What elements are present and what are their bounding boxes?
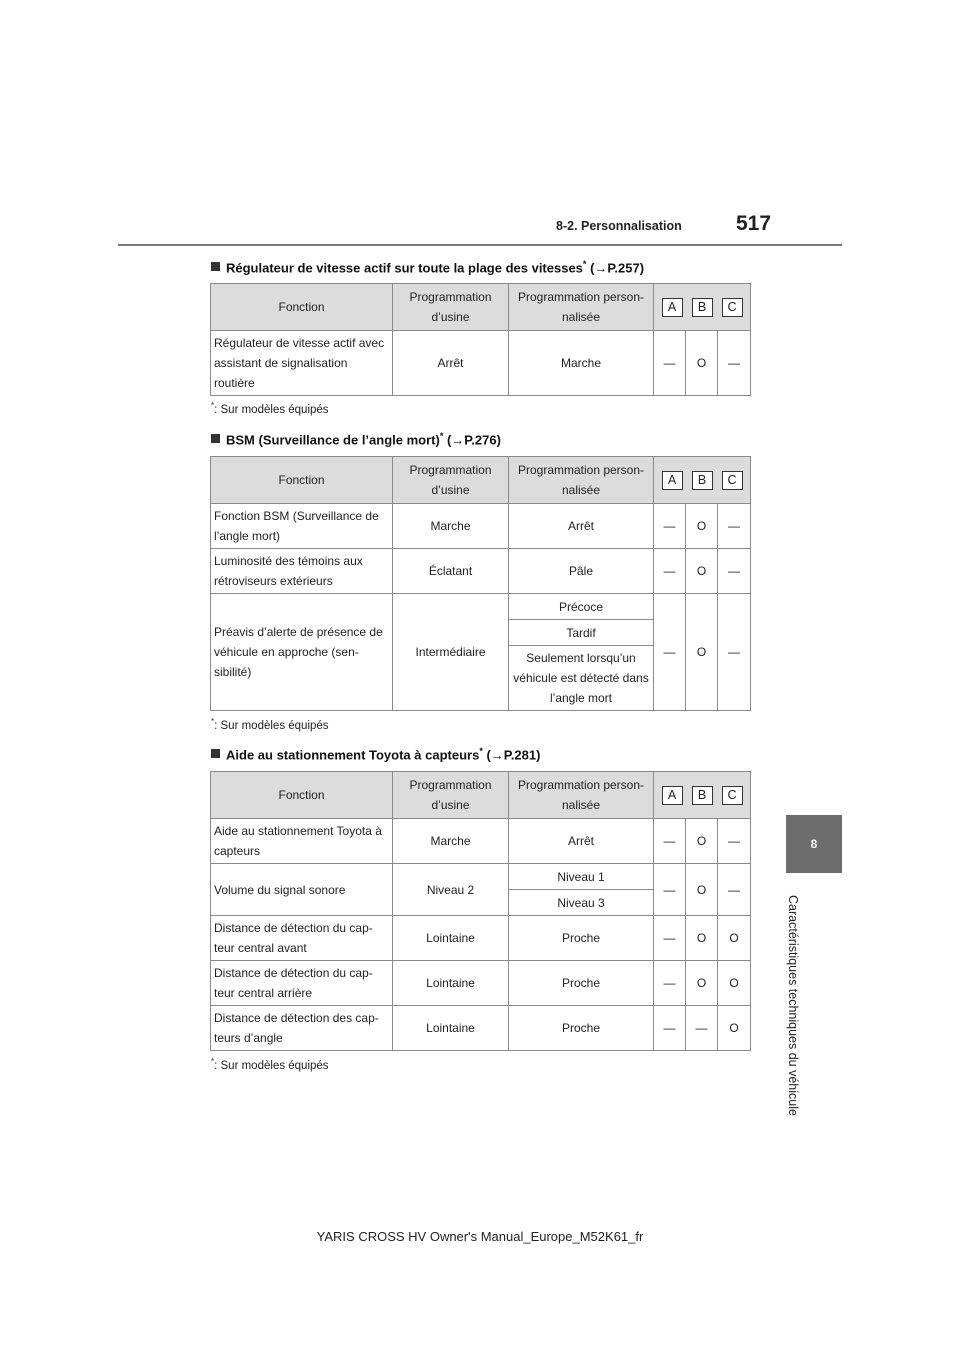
page-reference-link[interactable]: (→P.257): [590, 260, 645, 276]
column-a-label: A: [662, 298, 683, 317]
section-header: 8-2. Personnalisation: [556, 219, 682, 233]
table-row: Tardif: [211, 620, 751, 646]
col-perso: Programmation person-nalisée: [509, 284, 654, 331]
page-number: 517: [736, 212, 772, 235]
table-row: Régulateur de vitesse actif avec assistant de signalisation routière Arrêt Marche — O —: [211, 331, 751, 396]
table-row: Aide au stationnement Toyota à capteurs Marche Arrêt — O —: [211, 819, 751, 864]
table-row: Volume du signal sonore Niveau 2 Niveau 1 — O —: [211, 864, 751, 890]
col-perso: Programmation person-nalisée: [509, 457, 654, 504]
table-row: Préavis d’alerte de présence de véhicule en approche (sen-sibilité) Intermédiaire Précoce — O —: [211, 594, 751, 620]
col-usine: Programmation d’usine: [393, 284, 509, 331]
settings-table-acc: [210, 283, 751, 396]
col-usine: Programmation d’usine: [393, 457, 509, 504]
col-fonction: Fonction: [211, 457, 393, 504]
col-usine: Programmation d’usine: [393, 772, 509, 819]
table-row: Distance de détection des cap-teurs d’angle Lointaine Proche — — O: [211, 1006, 751, 1051]
column-b-label: B: [692, 298, 713, 317]
col-fonction: Fonction: [211, 284, 393, 331]
section-heading-parking: Aide au stationnement Toyota à capteurs* (→P.281): [211, 746, 540, 762]
page-reference-link[interactable]: (→P.276): [446, 432, 501, 448]
col-abc: [654, 284, 751, 331]
table-row: Distance de détection du cap-teur central arrière Lointaine Proche — O O: [211, 961, 751, 1006]
column-b-label: B: [692, 786, 713, 805]
settings-table-bsm: [210, 456, 751, 711]
column-a-label: A: [662, 471, 683, 490]
footnote: *: Sur modèles équipés: [211, 717, 329, 732]
column-a-label: A: [662, 786, 683, 805]
col-perso: Programmation person-nalisée: [509, 772, 654, 819]
footnote: *: Sur modèles équipés: [211, 1057, 329, 1072]
table-row: Fonction BSM (Surveillance de l’angle mort) Marche Arrêt — O —: [211, 504, 751, 549]
column-c-label: C: [722, 298, 743, 317]
section-heading-acc: Régulateur de vitesse actif sur toute la plage des vitesses* (→P.257): [211, 259, 644, 275]
column-c-label: C: [722, 471, 743, 490]
square-bullet-icon: [211, 262, 220, 271]
header-rule: [118, 244, 842, 246]
settings-table-parking: [210, 771, 751, 1051]
column-c-label: C: [722, 786, 743, 805]
page-reference-link[interactable]: (→P.281): [486, 747, 541, 763]
col-abc: [654, 772, 751, 819]
column-b-label: B: [692, 471, 713, 490]
table-row: Seulement lorsqu’un véhicule est détecté dans l’angle mort: [211, 646, 751, 711]
manual-footer: YARIS CROSS HV Owner's Manual_Europe_M52K61_fr: [316, 1229, 644, 1244]
square-bullet-icon: [211, 749, 220, 758]
chapter-title: Caractéristiques techniques du véhicule: [786, 894, 800, 1116]
footnote: *: Sur modèles équipés: [211, 401, 329, 416]
chapter-tab: 8: [786, 815, 842, 873]
table-row: Distance de détection du cap-teur central avant Lointaine Proche — O O: [211, 916, 751, 961]
section-heading-bsm: BSM (Surveillance de l’angle mort)* (→P.276): [211, 431, 501, 447]
square-bullet-icon: [211, 434, 220, 443]
table-row: Niveau 3: [211, 890, 751, 916]
col-fonction: Fonction: [211, 772, 393, 819]
col-abc: [654, 457, 751, 504]
table-row: Luminosité des témoins aux rétroviseurs extérieurs Éclatant Pâle — O —: [211, 549, 751, 594]
